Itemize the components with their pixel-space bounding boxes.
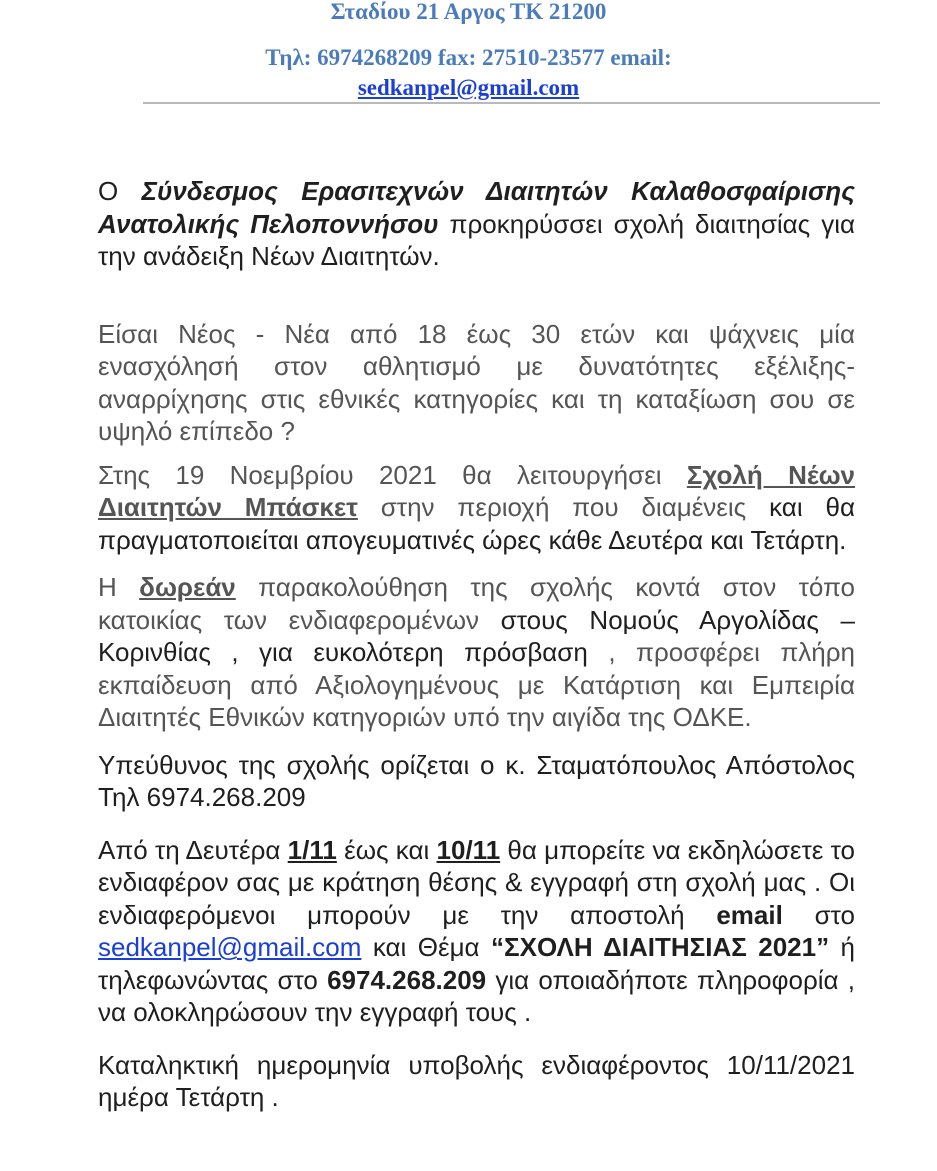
email-word: email	[716, 899, 783, 930]
free-regions: στους Νομούς Αργολίδας – Κορινθίας , για ευκολότερη πρόσβαση	[98, 604, 855, 667]
email-subject: “ΣΧΟΛΗ ΔΙΑΙΤΗΣΙΑΣ 2021”	[491, 932, 830, 962]
reg-part7: για οποιαδήποτε πληροφορία , να ολοκληρώσουν την εγγραφή τους .	[98, 964, 855, 1027]
reg-part2: έως και	[336, 834, 437, 865]
reg-part1: Από τη Δευτέρα	[98, 834, 288, 865]
reg-part4: στο	[782, 899, 870, 930]
reg-part3: θα μπορείτε να εκδηλώσετε το ενδιαφέρον σας με κράτηση θέσης & εγγραφή στη σχολή μας . Οι ενδιαφερόμενοι μπορούν με την αποστολή	[98, 834, 855, 930]
intro-lead: Ο	[98, 176, 142, 206]
letterhead-address: Σταδίου 21 Αργος ΤΚ 21200	[330, 0, 607, 24]
paragraph-free-attendance	[98, 571, 855, 734]
contact-phone: 6974.268.209	[327, 964, 487, 995]
school-start-lead: Στης 19 Νοεμβρίου 2021 θα λειτουργήσει	[98, 459, 687, 490]
organization-name: Σύνδεσμος Ερασιτεχνών Διαιτητών Καλαθοσφαίρισης Ανατολικής Πελοποννήσου	[98, 176, 855, 239]
school-name: Σχολή Νέων Διαιτητών Μπάσκετ	[98, 459, 855, 522]
registration-date-from: 1/11	[287, 834, 337, 865]
reg-part5: και Θέμα	[361, 932, 492, 962]
school-start-tail: και θα πραγματοποιείται απογευματινές ώρες κάθε Δευτέρα και Τετάρτη.	[98, 492, 855, 555]
intro-rest: προκηρύσσει σχολή διαιτησίας για την ανάδειξη Νέων Διαιτητών.	[98, 208, 856, 271]
free-word: δωρεάν	[139, 572, 236, 602]
registration-date-to: 10/11	[436, 834, 501, 865]
letterhead-email-link[interactable]: sedkanpel@gmail.com	[357, 75, 580, 100]
letterhead-divider	[143, 102, 880, 104]
paragraph-registration	[98, 834, 870, 1029]
paragraph-eligibility: Είσαι Νέος - Νέα από 18 έως 30 ετών και ψάχνεις μία ενασχόλησή στον αθλητισμό με δυνατότητες εξέλιξης-αναρρίχησης στις εθνικές κατηγορίες και τη καταξίωση σου σε υψηλό επίπεδο ?	[98, 318, 855, 446]
free-lead: Η	[98, 572, 140, 602]
letterhead-contact: Τηλ: 6974268209 fax: 27510-23577 email:	[265, 45, 672, 70]
paragraph-intro	[98, 175, 855, 273]
school-start-middle: στην περιοχή που διαμένεις	[357, 492, 770, 522]
announcement-body	[98, 175, 870, 1114]
paragraph-responsible: Υπεύθυνος της σχολής ορίζεται ο κ. Σταματόπουλος Απόστολος Τηλ 6974.268.209	[98, 749, 855, 812]
registration-email-link[interactable]: sedkanpel@gmail.com	[98, 932, 362, 962]
paragraph-school-start	[98, 459, 855, 557]
paragraph-deadline: Καταληκτική ημερομηνία υποβολής ενδιαφέροντος 10/11/2021 ημέρα Τετάρτη .	[98, 1049, 855, 1112]
free-tail: , προσφέρει πλήρη εκπαίδευση από Αξιολογημένους με Κατάρτιση και Εμπειρία Διαιτητές Εθνικών κατηγοριών υπό την αιγίδα της ΟΔΚΕ.	[98, 637, 855, 732]
reg-part6: ή τηλεφωνώντας στο	[98, 932, 855, 995]
free-middle: παρακολούθηση της σχολής κοντά στον τόπο κατοικίας των ενδιαφερομένων	[98, 572, 855, 635]
